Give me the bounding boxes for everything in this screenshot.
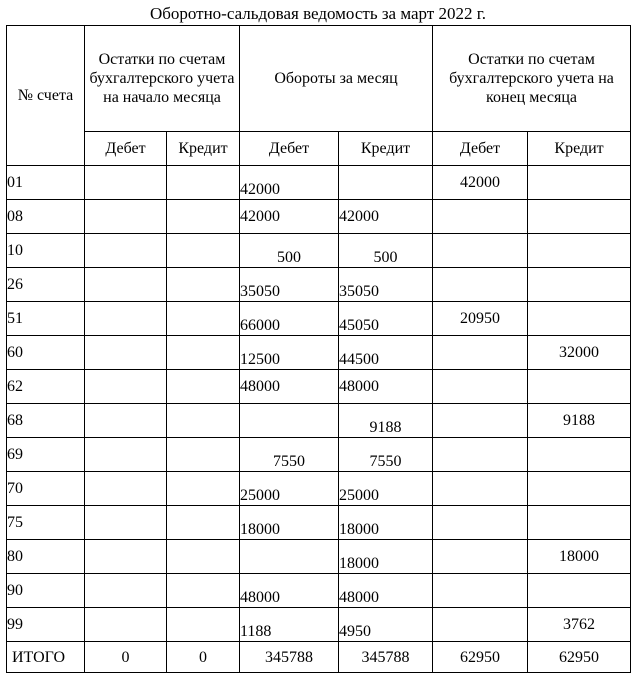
opening-credit bbox=[167, 166, 240, 200]
header-account-number: № счета bbox=[7, 26, 85, 166]
table-row bbox=[7, 574, 631, 608]
account-number: 68 bbox=[7, 404, 85, 438]
opening-credit bbox=[167, 370, 240, 404]
total-closing-debit: 62950 bbox=[433, 642, 528, 673]
total-turnover-debit: 345788 bbox=[240, 642, 339, 673]
opening-debit bbox=[85, 336, 167, 370]
closing-debit bbox=[433, 200, 528, 234]
opening-debit bbox=[85, 608, 167, 642]
turnover-credit: 48000 bbox=[339, 370, 433, 404]
closing-credit: 18000 bbox=[528, 540, 631, 574]
closing-credit bbox=[528, 166, 631, 200]
table-row bbox=[7, 234, 631, 268]
opening-credit bbox=[167, 608, 240, 642]
closing-credit bbox=[528, 200, 631, 234]
opening-debit bbox=[85, 438, 167, 472]
header-opening-credit: Кредит bbox=[167, 132, 240, 166]
opening-credit bbox=[167, 404, 240, 438]
turnover-credit: 48000 bbox=[339, 574, 433, 608]
table-row bbox=[7, 608, 631, 642]
turnover-debit: 25000 bbox=[240, 472, 339, 506]
closing-debit bbox=[433, 336, 528, 370]
closing-credit bbox=[528, 506, 631, 540]
closing-credit bbox=[528, 302, 631, 336]
account-number: 10 bbox=[7, 234, 85, 268]
total-opening-credit: 0 bbox=[167, 642, 240, 673]
turnover-debit: 48000 bbox=[240, 370, 339, 404]
closing-debit bbox=[433, 370, 528, 404]
opening-debit bbox=[85, 540, 167, 574]
turnover-debit: 500 bbox=[240, 234, 339, 268]
closing-debit bbox=[433, 472, 528, 506]
closing-debit: 20950 bbox=[433, 302, 528, 336]
closing-credit: 9188 bbox=[528, 404, 631, 438]
turnover-credit: 9188 bbox=[339, 404, 433, 438]
opening-debit bbox=[85, 200, 167, 234]
turnover-credit: 18000 bbox=[339, 540, 433, 574]
turnover-credit: 4950 bbox=[339, 608, 433, 642]
turnover-debit: 18000 bbox=[240, 506, 339, 540]
closing-debit bbox=[433, 234, 528, 268]
total-row bbox=[7, 642, 631, 673]
total-label: ИТОГО bbox=[7, 642, 85, 673]
account-number: 80 bbox=[7, 540, 85, 574]
account-number: 60 bbox=[7, 336, 85, 370]
account-number: 69 bbox=[7, 438, 85, 472]
header-turnover-debit: Дебет bbox=[240, 132, 339, 166]
closing-credit: 3762 bbox=[528, 608, 631, 642]
turnover-credit: 35050 bbox=[339, 268, 433, 302]
closing-credit bbox=[528, 574, 631, 608]
closing-debit bbox=[433, 506, 528, 540]
opening-credit bbox=[167, 506, 240, 540]
opening-debit bbox=[85, 370, 167, 404]
account-number: 26 bbox=[7, 268, 85, 302]
turnover-debit: 42000 bbox=[240, 166, 339, 200]
closing-debit bbox=[433, 268, 528, 302]
total-opening-debit: 0 bbox=[85, 642, 167, 673]
closing-debit bbox=[433, 540, 528, 574]
closing-debit bbox=[433, 574, 528, 608]
turnover-debit: 1188 bbox=[240, 608, 339, 642]
turnover-balance-sheet bbox=[6, 25, 631, 673]
header-opening-balance: Остатки по счетам бухгалтерского учета на начало месяца bbox=[85, 26, 240, 132]
account-number: 51 bbox=[7, 302, 85, 336]
closing-credit bbox=[528, 472, 631, 506]
header-closing-debit: Дебет bbox=[433, 132, 528, 166]
opening-credit bbox=[167, 336, 240, 370]
turnover-debit bbox=[240, 404, 339, 438]
header-closing-credit: Кредит bbox=[528, 132, 631, 166]
table-row bbox=[7, 404, 631, 438]
turnover-credit: 18000 bbox=[339, 506, 433, 540]
opening-credit bbox=[167, 234, 240, 268]
opening-debit bbox=[85, 574, 167, 608]
turnover-debit: 35050 bbox=[240, 268, 339, 302]
opening-debit bbox=[85, 234, 167, 268]
turnover-credit: 45050 bbox=[339, 302, 433, 336]
total-closing-credit: 62950 bbox=[528, 642, 631, 673]
account-number: 01 bbox=[7, 166, 85, 200]
turnover-credit: 25000 bbox=[339, 472, 433, 506]
closing-credit: 32000 bbox=[528, 336, 631, 370]
table-row bbox=[7, 268, 631, 302]
opening-credit bbox=[167, 472, 240, 506]
opening-debit bbox=[85, 404, 167, 438]
opening-debit bbox=[85, 472, 167, 506]
header-opening-debit: Дебет bbox=[85, 132, 167, 166]
closing-credit bbox=[528, 438, 631, 472]
turnover-credit: 42000 bbox=[339, 200, 433, 234]
closing-debit bbox=[433, 404, 528, 438]
closing-debit: 42000 bbox=[433, 166, 528, 200]
document-title: Оборотно-сальдовая ведомость за март 2022 г. bbox=[149, 4, 487, 23]
closing-debit bbox=[433, 438, 528, 472]
closing-debit bbox=[433, 608, 528, 642]
account-number: 08 bbox=[7, 200, 85, 234]
opening-credit bbox=[167, 302, 240, 336]
turnover-debit: 48000 bbox=[240, 574, 339, 608]
account-number: 70 bbox=[7, 472, 85, 506]
account-number: 75 bbox=[7, 506, 85, 540]
table-row bbox=[7, 336, 631, 370]
turnover-debit: 42000 bbox=[240, 200, 339, 234]
table-row bbox=[7, 166, 631, 200]
account-number: 99 bbox=[7, 608, 85, 642]
table-row bbox=[7, 438, 631, 472]
closing-credit bbox=[528, 234, 631, 268]
header-turnover-credit: Кредит bbox=[339, 132, 433, 166]
turnover-credit: 7550 bbox=[339, 438, 433, 472]
header-closing-balance: Остатки по счетам бухгалтерского учета на конец месяца bbox=[433, 26, 631, 132]
opening-credit bbox=[167, 200, 240, 234]
header-turnover: Обороты за месяц bbox=[240, 26, 433, 132]
account-number: 62 bbox=[7, 370, 85, 404]
opening-credit bbox=[167, 574, 240, 608]
turnover-credit bbox=[339, 166, 433, 200]
closing-credit bbox=[528, 370, 631, 404]
table-row bbox=[7, 370, 631, 404]
opening-debit bbox=[85, 506, 167, 540]
turnover-debit: 7550 bbox=[240, 438, 339, 472]
table-row bbox=[7, 540, 631, 574]
opening-credit bbox=[167, 268, 240, 302]
closing-credit bbox=[528, 268, 631, 302]
opening-credit bbox=[167, 540, 240, 574]
opening-debit bbox=[85, 302, 167, 336]
table-row bbox=[7, 302, 631, 336]
turnover-debit: 66000 bbox=[240, 302, 339, 336]
turnover-credit: 44500 bbox=[339, 336, 433, 370]
opening-debit bbox=[85, 268, 167, 302]
table-row bbox=[7, 506, 631, 540]
turnover-credit: 500 bbox=[339, 234, 433, 268]
table-row bbox=[7, 472, 631, 506]
opening-debit bbox=[85, 166, 167, 200]
total-turnover-credit: 345788 bbox=[339, 642, 433, 673]
account-number: 90 bbox=[7, 574, 85, 608]
turnover-debit bbox=[240, 540, 339, 574]
opening-credit bbox=[167, 438, 240, 472]
table-row bbox=[7, 200, 631, 234]
turnover-debit: 12500 bbox=[240, 336, 339, 370]
